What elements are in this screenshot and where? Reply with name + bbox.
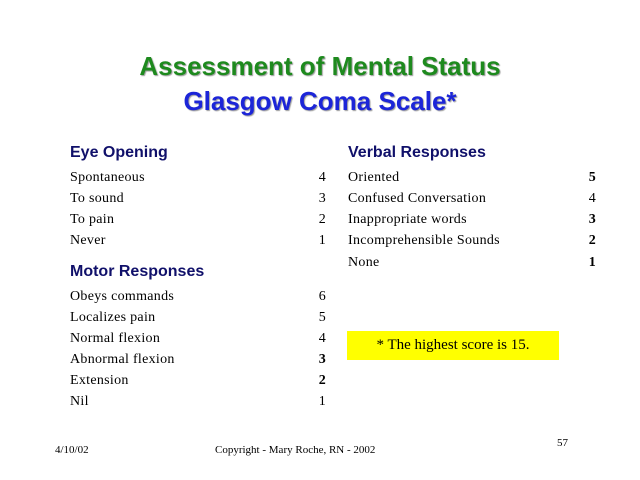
list-item [348, 230, 598, 251]
list-item [70, 167, 326, 188]
item-label: Spontaneous [70, 170, 145, 185]
list-item [70, 230, 326, 251]
item-label: Normal flexion [70, 331, 161, 346]
item-score: 4 [318, 170, 326, 185]
item-label: To pain [70, 212, 115, 227]
list-item [70, 391, 326, 412]
list-item [70, 209, 326, 230]
list-item [348, 209, 598, 230]
list-item [70, 349, 326, 370]
list-item [70, 307, 326, 328]
page-number: 57 [557, 437, 568, 449]
footer-date: 4/10/02 [55, 444, 89, 456]
eye-opening-heading: Eye Opening [70, 144, 168, 161]
list-item [348, 188, 598, 209]
list-item [348, 252, 598, 273]
item-label: Inappropriate words [348, 212, 467, 227]
item-label: Never [70, 233, 106, 248]
slide-subtitle: Glasgow Coma Scale* [183, 86, 457, 116]
item-score: 1 [318, 394, 326, 409]
slide-title: Assessment of Mental Status [139, 51, 501, 81]
item-score: 4 [318, 331, 326, 346]
item-label: Confused Conversation [348, 191, 487, 206]
item-label: Abnormal flexion [70, 352, 175, 367]
list-item [70, 188, 326, 209]
item-score: 4 [588, 191, 596, 206]
item-label: Nil [70, 394, 89, 409]
verbal-responses-heading: Verbal Responses [348, 144, 486, 161]
item-score: 3 [318, 191, 326, 206]
item-label: Oriented [348, 170, 400, 185]
item-score: 5 [588, 170, 596, 185]
item-label: Extension [70, 373, 129, 388]
item-score: 1 [318, 233, 326, 248]
item-score: 6 [318, 289, 326, 304]
list-item [70, 286, 326, 307]
footer-copyright: Copyright - Mary Roche, RN - 2002 [215, 444, 376, 456]
item-score: 1 [588, 255, 596, 270]
list-item [70, 328, 326, 349]
item-label: To sound [70, 191, 124, 206]
list-item [70, 370, 326, 391]
list-item [348, 167, 598, 188]
highest-score-note: * The highest score is 15. [347, 331, 559, 360]
item-label: Localizes pain [70, 310, 156, 325]
item-label: Incomprehensible Sounds [348, 233, 500, 248]
item-score: 2 [588, 233, 596, 248]
item-label: None [348, 255, 380, 270]
item-score: 5 [318, 310, 326, 325]
item-score: 3 [588, 212, 596, 227]
item-score: 2 [318, 373, 326, 388]
motor-responses-heading: Motor Responses [70, 263, 205, 280]
item-label: Obeys commands [70, 289, 175, 304]
item-score: 3 [318, 352, 326, 367]
item-score: 2 [318, 212, 326, 227]
